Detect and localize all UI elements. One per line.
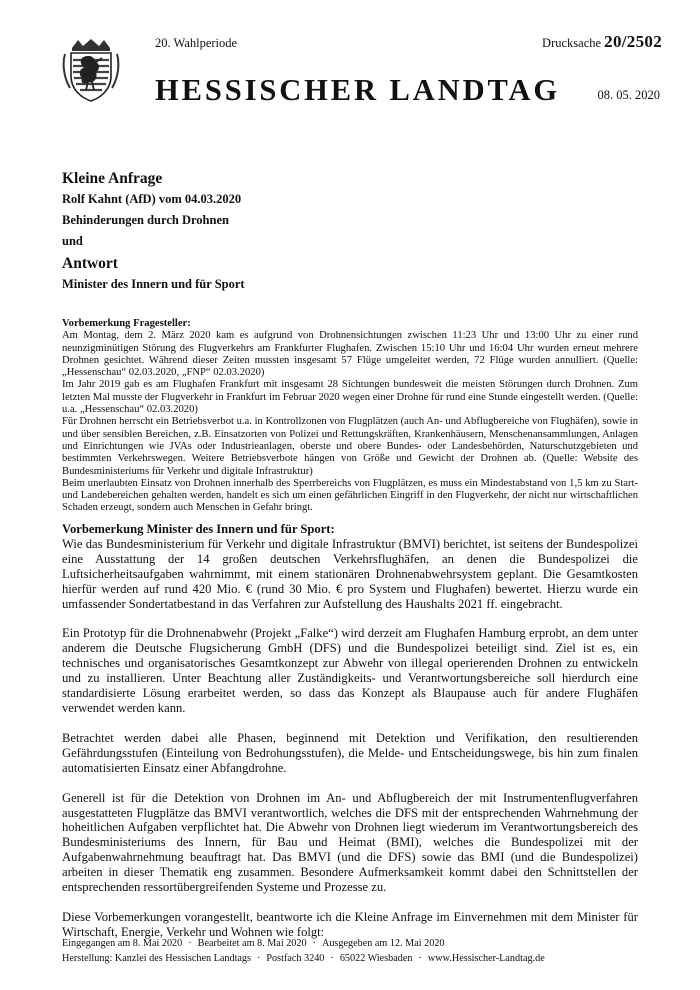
- drucksache-info: [542, 32, 662, 52]
- prelim-minister-title: Vorbemerkung Minister des Innern und für Sport:: [62, 522, 335, 536]
- heading-kleine-anfrage: Kleine Anfrage: [62, 170, 163, 187]
- footer-separator: ·: [188, 938, 192, 949]
- hessen-coat-of-arms-icon: [62, 38, 120, 102]
- prelim-questioner-section: [62, 318, 638, 515]
- prelim-minister-paragraph: Ein Prototyp für die Drohnenabwehr (Projekt „Falke“) wird derzeit am Flughafen Hamburg erprobt, an dem unter anderem die Deutsche Flugsicherung GmbH (DFS) und die Bundespolizei beteiligt sind. Ziel ist es, ein technisches und organisatorisches Gesamtkonzept zur Abwehr von illegal operierenden Drohnen zu entwickeln und zu installieren. Unter Beachtung aller Zuständigkeits- und Verantwortungsbereiche soll hierdurch eine standardisierte Lösung erarbeitet werden, so dass das Konzept als Blaupause auch für andere Flughäfen verwendet werden kann.: [62, 626, 638, 715]
- parliament-title: HESSISCHER LANDTAG: [155, 73, 561, 107]
- document-date: 08. 05. 2020: [597, 88, 660, 102]
- prelim-questioner-paragraph: Am Montag, dem 2. März 2020 kam es aufgrund von Drohnensichtungen zwischen 11:23 Uhr und 13:00 Uhr zu einer rund neunzigminütigen Störung des Flugverkehrs am Frankfurter Flughafen. Zwischen 15:10 Uhr und 16:04 Uhr wurden erneut mehrere Drohnen gesichtet. Während dieser Zeiten mussten insgesamt 57 Flüge umgeleitet werden, 72 Flüge wurden annulliert. (Quelle: „Hessenschau“ 02.03.2020, „FNP“ 02.03.2020): [62, 330, 638, 379]
- heading-antwort: Antwort: [62, 255, 118, 272]
- footer-producer: Herstellung: Kanzlei des Hessischen Landtags: [62, 953, 251, 964]
- footer-separator: ·: [256, 953, 261, 964]
- prelim-questioner-paragraph: Beim unerlaubten Einsatz von Drohnen innerhalb des Sperrbereichs von Flugplätzen, es muss ein Mindestabstand von 1,5 km zu Start- und Landebereichen gehalten werden, handelt es sich um einen gefährlichen Eingriff in den Flugverkehr, der nicht nur wirtschaftlichen Schaden erzeugt, sondern auch Menschen in Gefahr bringt.: [62, 477, 638, 514]
- footer-line-publisher: [62, 951, 662, 966]
- prelim-minister-paragraph: Wie das Bundesministerium für Verkehr und digitale Infrastruktur (BMVI) berichtet, ist seitens der Bundespolizei eine Ausstattung der 14 großen deutschen Verkehrsflughäfen, an denen die Bundespolizei die Luftsicherheitsaufgaben wahrnimmt, mit einem stationären Drohnenabwehrsystem geplant. Die Gesamtkosten hierfür werden auf rund 420 Mio. € (rund 30 Mio. € pro System und Flughafen) bewertet. Hierzu wurde ein umfassender Sondertatbestand in das Verfahren zur Aufstellung des Haushalts 2021 ff. eingebracht.: [62, 536, 638, 611]
- footer-city: 65022 Wiesbaden: [339, 953, 413, 964]
- footer-received: Eingegangen am 8. Mai 2020: [62, 938, 183, 949]
- drucksache-label: Drucksache: [542, 36, 602, 50]
- footer-website-link[interactable]: www.Hessischer-Landtag.de: [427, 953, 545, 964]
- wahlperiode-label: 20. Wahlperiode: [155, 36, 238, 50]
- prelim-minister-paragraph: Betrachtet werden dabei alle Phasen, beginnend mit Detektion und Verifikation, den resultierenden Gefährdungsstufen (Einteilung von Bedrohungsstufen), die Melde- und Entscheidungswege, bis hin zum finalen automatisierten Einsatz einer Abfangdrohne.: [62, 730, 638, 775]
- prelim-questioner-title: Vorbemerkung Fragesteller:: [62, 318, 191, 329]
- document-footer: [62, 936, 662, 966]
- prelim-questioner-paragraph: Für Drohnen herrscht ein Betriebsverbot u.a. in Kontrollzonen von Flugplätzen (auch An- und Abflugbereiche von Flughäfen), sowie in und über sensiblen Bereichen, z.B. Einsatzorten von Polizei und Rettungskräften, Krankenhäusern, Menschenansammlungen, Anlagen und Einrichtungen wie JVAs oder Industrieanlagen, oberste und obere Bundes- oder Landesbehörden, Naturschutzgebieten und bestimmten Verkehrswegen. Weitere Betriebsverbote hängen von Größe und Gewicht der Drohnen ab. (Quelle: Website des Bundesministeriums für Verkehr und digitale Infrastruktur): [62, 416, 638, 477]
- prelim-minister-paragraph: Generell ist für die Detektion von Drohnen im An- und Abflugbereich der mit Instrumentenflugverfahren ausgestatteten Flugplätze das BMVI verantwortlich, welches die DFS mit der entsprechenden Wahrnehmung der hoheitlichen Aufgaben verpflichtet hat. Die Abwehr von Drohnen liegt wiederum im Verantwortungsbereich des Bundesministeriums des Innern, für Bau und Heimat (BMI), welches die Bundespolizei mit der Aufgabenwahrnehmung beauftragt hat. Das BMVI (und die DFS) sowie das BMI (und die Bundespolizei) arbeiten in dieser Thematik eng zusammen. Besondere Aufmerksamkeit kommt dabei den Schnittstellen der entsprechenden ressortübergreifenden Systeme und Prozesse zu.: [62, 790, 638, 895]
- heading-subject: Behinderungen durch Drohnen: [62, 213, 229, 227]
- heading-author: Rolf Kahnt (AfD) vom 04.03.2020: [62, 192, 242, 206]
- footer-processed: Bearbeitet am 8. Mai 2020: [197, 938, 307, 949]
- footer-separator: ·: [312, 938, 316, 949]
- heading-und: und: [62, 234, 83, 248]
- heading-minister: Minister des Innern und für Sport: [62, 277, 245, 291]
- footer-postbox: Postfach 3240: [266, 953, 325, 964]
- footer-line-dates: [62, 936, 662, 951]
- footer-issued: Ausgegeben am 12. Mai 2020: [321, 938, 445, 949]
- drucksache-number: 20/2502: [604, 32, 662, 51]
- prelim-minister-section: [62, 522, 638, 955]
- footer-separator: ·: [418, 953, 422, 964]
- document-headings: [62, 170, 622, 298]
- prelim-questioner-paragraph: Im Jahr 2019 gab es am Flughafen Frankfurt mit insgesamt 28 Sichtungen bundesweit die meisten Störungen durch Drohnen. Zum letzten Mal musste der Flugverkehr in Frankfurt im Februar 2020 wegen einer Drohne für rund eine Stunde eingestellt werden. (Quelle: u.a. „Hessenschau“ 02.03.2020): [62, 379, 638, 416]
- footer-separator: ·: [330, 953, 334, 964]
- prelim-minister-paragraph: Diese Vorbemerkungen vorangestellt, beantworte ich die Kleine Anfrage im Einvernehmen mit dem Minister für Wirtschaft, Energie, Verkehr und Wohnen wie folgt:: [62, 909, 638, 939]
